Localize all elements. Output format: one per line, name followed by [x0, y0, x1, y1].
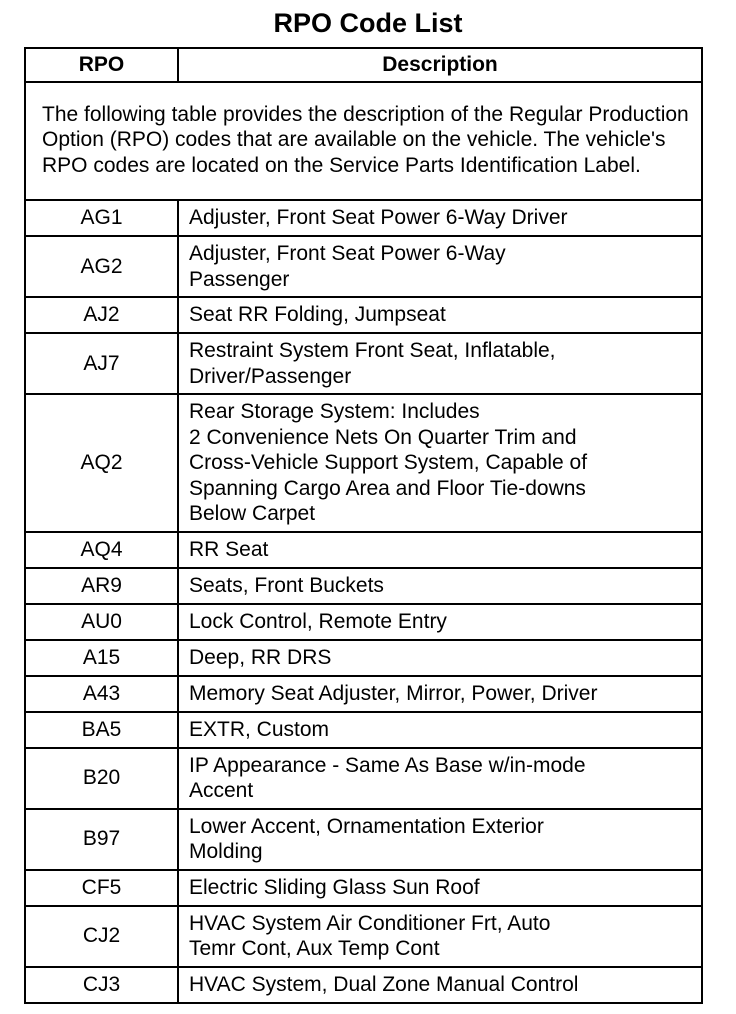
- table-row: [25, 297, 702, 333]
- rpo-code: AQ4: [25, 532, 178, 568]
- rpo-description: Restraint System Front Seat, Inflatable, Driver/Passenger: [178, 333, 702, 394]
- rpo-code: CJ2: [25, 906, 178, 967]
- table-row: [25, 676, 702, 712]
- rpo-code: AR9: [25, 568, 178, 604]
- table-row: [25, 568, 702, 604]
- rpo-description: Adjuster, Front Seat Power 6-Way Passenger: [178, 236, 702, 297]
- rpo-code: BA5: [25, 712, 178, 748]
- rpo-code: B97: [25, 809, 178, 870]
- intro-row: [25, 82, 702, 200]
- table-row: [25, 809, 702, 870]
- intro-text: The following table provides the description of the Regular Production Option (RPO) codes that are available on the vehicle. The vehicle's RPO codes are located on the Service Parts Identification Label.: [25, 82, 702, 200]
- rpo-code: AG2: [25, 236, 178, 297]
- table-row: [25, 640, 702, 676]
- table-row: [25, 906, 702, 967]
- rpo-description: Adjuster, Front Seat Power 6-Way Driver: [178, 200, 702, 236]
- rpo-code: AQ2: [25, 394, 178, 532]
- table-row: [25, 236, 702, 297]
- table-header-row: [25, 48, 702, 82]
- rpo-description: Lock Control, Remote Entry: [178, 604, 702, 640]
- rpo-description: IP Appearance - Same As Base w/in-mode Accent: [178, 748, 702, 809]
- rpo-description: HVAC System, Dual Zone Manual Control: [178, 967, 702, 1003]
- table-row: [25, 532, 702, 568]
- table-row: [25, 712, 702, 748]
- rpo-description: Deep, RR DRS: [178, 640, 702, 676]
- table-row: [25, 394, 702, 532]
- rpo-description: Seat RR Folding, Jumpseat: [178, 297, 702, 333]
- rpo-code: A15: [25, 640, 178, 676]
- rpo-code-table: [24, 47, 703, 1004]
- table-row: [25, 967, 702, 1003]
- column-header-rpo: RPO: [25, 48, 178, 82]
- rpo-description: Memory Seat Adjuster, Mirror, Power, Driver: [178, 676, 702, 712]
- rpo-code: AG1: [25, 200, 178, 236]
- rpo-description: HVAC System Air Conditioner Frt, Auto Temr Cont, Aux Temp Cont: [178, 906, 702, 967]
- rpo-code: CJ3: [25, 967, 178, 1003]
- table-row: [25, 200, 702, 236]
- rpo-description: Electric Sliding Glass Sun Roof: [178, 870, 702, 906]
- table-row: [25, 748, 702, 809]
- table-row: [25, 870, 702, 906]
- rpo-code: A43: [25, 676, 178, 712]
- rpo-description: EXTR, Custom: [178, 712, 702, 748]
- table-row: [25, 604, 702, 640]
- rpo-code: AJ2: [25, 297, 178, 333]
- rpo-description: RR Seat: [178, 532, 702, 568]
- rpo-code: AU0: [25, 604, 178, 640]
- rpo-code: AJ7: [25, 333, 178, 394]
- rpo-code: CF5: [25, 870, 178, 906]
- rpo-description: Rear Storage System: Includes 2 Convenience Nets On Quarter Trim and Cross-Vehicle Support System, Capable of Spanning Cargo Area and Floor Tie-downs Below Carpet: [178, 394, 702, 532]
- table-row: [25, 333, 702, 394]
- page-title: RPO Code List: [273, 8, 463, 38]
- rpo-code: B20: [25, 748, 178, 809]
- rpo-description: Seats, Front Buckets: [178, 568, 702, 604]
- rpo-description: Lower Accent, Ornamentation Exterior Molding: [178, 809, 702, 870]
- column-header-description: Description: [178, 48, 702, 82]
